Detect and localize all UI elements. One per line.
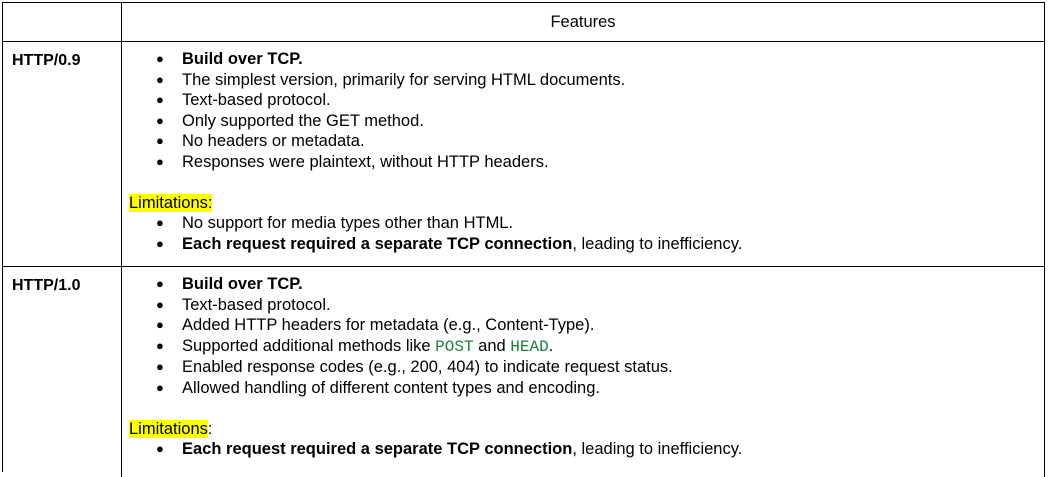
limitations-highlight: Limitations:: [129, 193, 213, 212]
version-label: HTTP/0.9: [3, 42, 122, 266]
list-item: ● Build over TCP.: [156, 275, 303, 293]
list-item: ● No support for media types other than HTML.: [156, 214, 514, 233]
code-head: HEAD: [510, 337, 549, 356]
bullet-icon: ●: [156, 379, 164, 395]
table-row: [3, 267, 1045, 477]
limitations-heading: Limitations:: [129, 419, 213, 438]
table-header-row: [3, 3, 1045, 42]
list-item: ● No headers or metadata.: [156, 132, 365, 151]
bullet-icon: ●: [156, 92, 164, 108]
bullet-icon: ●: [156, 296, 164, 312]
list-item: ● Text-based protocol.: [156, 295, 331, 314]
bullet-icon: ●: [156, 51, 164, 66]
list-item: ● Text-based protocol.: [156, 91, 331, 110]
list-item: ● Each request required a separate TCP connection, leading to inefficiency.: [156, 234, 743, 253]
list-item: ● Each request required a separate TCP connection, leading to inefficiency.: [156, 440, 743, 459]
features-list: [122, 274, 1044, 399]
version-label: HTTP/1.0: [3, 267, 122, 477]
features-cell: [122, 42, 1045, 266]
list-item: ● Responses were plaintext, without HTTP headers.: [156, 152, 549, 171]
limitations-list: [122, 439, 1044, 460]
list-item: ● Only supported the GET method.: [156, 111, 424, 130]
list-item: ● Supported additional methods like POST and HEAD.: [156, 336, 554, 356]
limitations-heading: [122, 193, 1044, 214]
list-item: ● The simplest version, primarily for serving HTML documents.: [156, 70, 626, 89]
list-item: ● Added HTTP headers for metadata (e.g., Content-Type).: [156, 316, 595, 335]
code-post: POST: [435, 337, 474, 356]
bullet-icon: ●: [156, 317, 164, 333]
bullet-icon: ●: [156, 337, 164, 353]
http-versions-table: [2, 2, 1045, 472]
list-item: ● Enabled response codes (e.g., 200, 404) to indicate request status.: [156, 358, 673, 377]
bullet-icon: ●: [156, 276, 164, 291]
header-features-cell: Features: [122, 3, 1045, 41]
bullet-icon: ●: [156, 71, 164, 87]
header-empty-cell: [3, 3, 122, 41]
bullet-icon: ●: [156, 235, 164, 251]
list-item: ● Build over TCP.: [156, 50, 303, 68]
table-row: [3, 42, 1045, 267]
bullet-icon: ●: [156, 441, 164, 457]
limitations-highlight: Limitations: [129, 419, 208, 438]
bullet-icon: ●: [156, 215, 164, 231]
features-cell: [122, 267, 1045, 477]
bullet-icon: ●: [156, 153, 164, 169]
limitations-list: [122, 213, 1044, 254]
features-list: [122, 49, 1044, 173]
list-item: ● Allowed handling of different content types and encoding.: [156, 378, 600, 397]
bullet-icon: ●: [156, 112, 164, 128]
bullet-icon: ●: [156, 359, 164, 375]
bullet-icon: ●: [156, 133, 164, 149]
